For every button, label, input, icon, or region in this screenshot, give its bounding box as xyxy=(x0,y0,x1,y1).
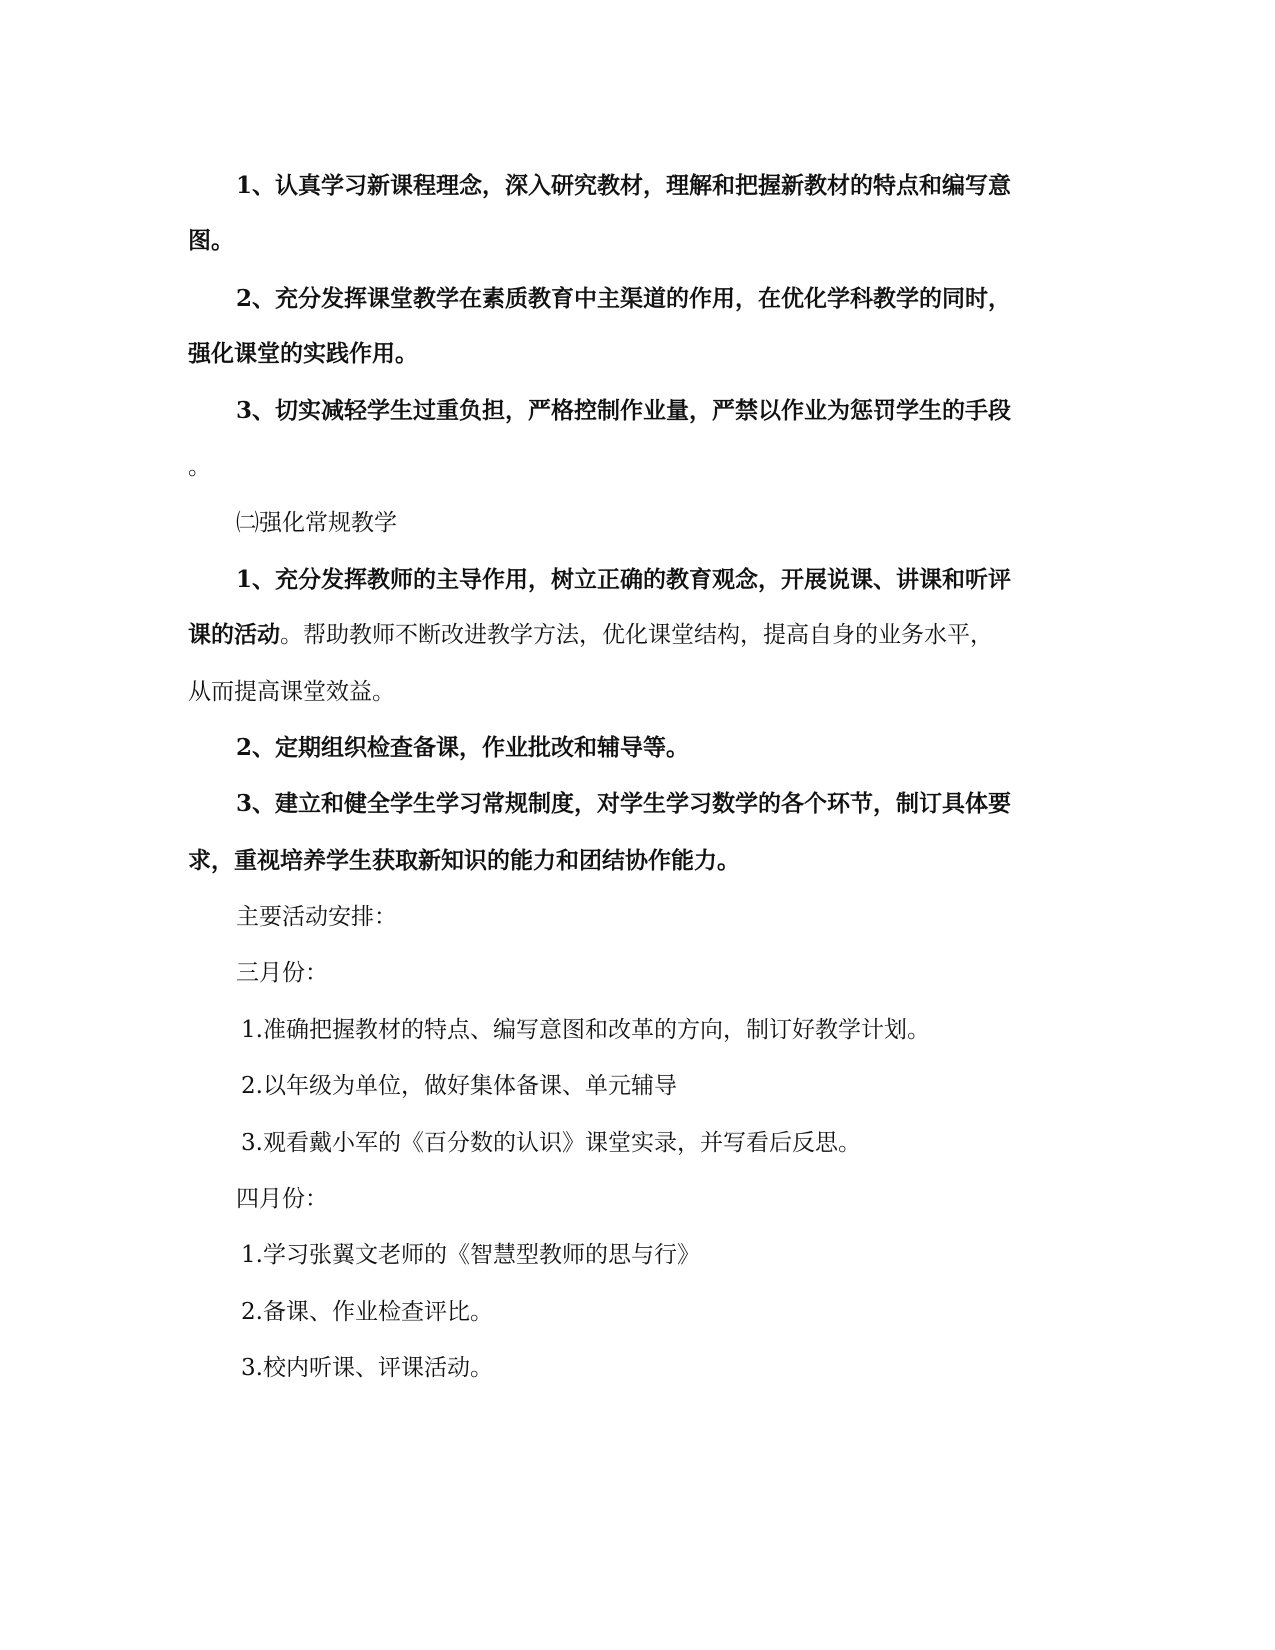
bold-text: 课的活动 xyxy=(188,621,280,648)
paragraph-line: 求，重视培养学生获取新知识的能力和团结协作能力。 xyxy=(188,847,740,874)
month-heading: 四月份： xyxy=(236,1186,328,1212)
list-item: 2.备课、作业检查评比。 xyxy=(241,1299,493,1325)
paragraph-line: 强化课堂的实践作用。 xyxy=(188,340,418,367)
paragraph-line: 2、定期组织检查备课，作业批改和辅导等。 xyxy=(236,734,690,761)
paragraph-line: 图。 xyxy=(188,227,234,254)
regular-text: 。帮助教师不断改进教学方法，优化课堂结构，提高自身的业务水平， xyxy=(280,622,993,648)
activities-heading: 主要活动安排： xyxy=(236,904,397,930)
list-item: 2.以年级为单位，做好集体备课、单元辅导 xyxy=(241,1073,677,1099)
paragraph-line: 1、充分发挥教师的主导作用，树立正确的教育观念，开展说课、讲课和听评 xyxy=(236,566,1012,593)
paragraph-line: 从而提高课堂效益。 xyxy=(188,679,395,705)
paragraph-line xyxy=(188,620,1088,650)
list-item: 1.准确把握教材的特点、编写意图和改革的方向，制订好教学计划。 xyxy=(241,1017,930,1043)
paragraph-line: 。 xyxy=(188,454,211,480)
list-item: 1.学习张翼文老师的《智慧型教师的思与行》 xyxy=(241,1242,700,1268)
paragraph-line: 3、建立和健全学生学习常规制度，对学生学习数学的各个环节，制订具体要 xyxy=(236,790,1012,817)
list-item: 3.观看戴小军的《百分数的认识》课堂实录，并写看后反思。 xyxy=(241,1130,861,1156)
section-heading: ㈡强化常规教学 xyxy=(236,510,397,536)
paragraph-line: 1、认真学习新课程理念，深入研究教材，理解和把握新教材的特点和编写意 xyxy=(236,172,1012,199)
list-item: 3.校内听课、评课活动。 xyxy=(241,1355,493,1381)
paragraph-line: 2、充分发挥课堂教学在素质教育中主渠道的作用，在优化学科教学的同时， xyxy=(236,285,1012,312)
month-heading: 三月份： xyxy=(236,960,328,986)
paragraph-line: 3、切实减轻学生过重负担，严格控制作业量，严禁以作业为惩罚学生的手段 xyxy=(236,397,1012,424)
